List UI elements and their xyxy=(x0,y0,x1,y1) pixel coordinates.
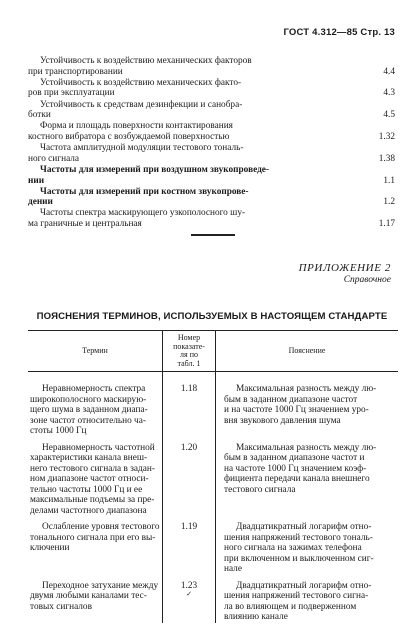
index-entry-line: Частоты спектра маскирующего узкополосного шу- xyxy=(40,208,246,219)
table-header-row xyxy=(28,331,398,372)
term-line: Переходное затухание между xyxy=(42,580,159,591)
index-entry-line: ного сигнала xyxy=(28,153,80,164)
term-line: максимальные подъемы за пре- xyxy=(30,495,155,506)
table-spacer xyxy=(28,372,398,385)
header-number xyxy=(163,331,216,372)
index-entry-text xyxy=(28,165,395,186)
number-cell xyxy=(163,581,216,623)
index-entry-line: дении xyxy=(28,197,53,208)
index-entry-line: Устойчивость к воздействию механических факторов xyxy=(40,56,252,66)
header-number-line: Номер xyxy=(177,333,201,342)
index-entry-line: костного вибратора с возбуждаемой поверхностью xyxy=(28,131,230,142)
term-line: тонального сигнала при его вы- xyxy=(30,532,156,543)
index-entry xyxy=(28,165,395,186)
explanation-line: бым в заданном диапазоне частот xyxy=(224,394,358,405)
section-divider xyxy=(191,234,235,236)
header-number-line: табл. 1 xyxy=(177,358,201,368)
explanation-line: Двадцатикратный логарифм отно- xyxy=(236,522,372,533)
index-entry-text xyxy=(28,187,395,208)
index-entry-number: 1.17 xyxy=(378,219,395,230)
index-entry-number: 1.38 xyxy=(378,153,395,164)
row-number: 1.23 xyxy=(180,580,198,591)
index-entry-number: 4.3 xyxy=(383,88,395,99)
explanation-line: бым в заданном диапазоне частот и xyxy=(224,453,365,464)
explanation-line: вня звукового давления шума xyxy=(224,415,341,426)
explanation-line: Максимальная разность между лю- xyxy=(236,384,377,395)
explanation-line: фициента передачи канала внешнего xyxy=(224,474,370,485)
index-entry-line: нии xyxy=(28,175,45,186)
index-list xyxy=(28,56,395,230)
term-line: характеристики канала внеш- xyxy=(30,453,148,464)
index-entry-line: ма граничные и центральная xyxy=(28,219,142,230)
term-line: зоне частот относительно ча- xyxy=(30,415,146,426)
index-entry-line: ров при эксплуатации xyxy=(28,88,115,99)
term-line: товых сигналов xyxy=(30,601,92,612)
table-row xyxy=(28,443,398,517)
explanation-line: влиянию канале xyxy=(224,612,288,623)
term-line: него тестового сигнала в задан- xyxy=(30,463,155,474)
section-title: ПОЯСНЕНИЯ ТЕРМИНОВ, ИСПОЛЬЗУЕМЫХ В НАСТОЯЩЕМ СТАНДАРТЕ xyxy=(36,311,388,322)
index-entry xyxy=(28,143,395,164)
term-line: стоты 1000 Гц xyxy=(30,426,87,437)
index-entry xyxy=(28,100,395,121)
index-entry xyxy=(28,187,395,208)
index-entry-number: 1.2 xyxy=(383,197,395,208)
index-entry-line: Форма и площадь поверхности контактирования xyxy=(40,121,233,132)
appendix-number: ПРИЛОЖЕНИЕ 2 xyxy=(298,262,391,274)
term-line: Ослабление уровня тестового xyxy=(42,522,160,533)
terms-table xyxy=(28,330,398,623)
number-cell xyxy=(163,443,216,517)
term-cell xyxy=(28,384,163,437)
term-line: Неравномерность спектра xyxy=(42,384,146,395)
index-entry-number: 4.4 xyxy=(383,66,395,77)
term-line: тельно частоты 1000 Гц и ее xyxy=(30,484,143,495)
header-number-line: ля по xyxy=(180,350,198,360)
index-entry xyxy=(28,208,395,229)
explanation-line: шения напряжений тестового тональ- xyxy=(224,532,373,543)
index-entry-text xyxy=(28,78,395,99)
explanation-cell xyxy=(216,581,399,623)
index-entry-text xyxy=(28,100,395,121)
table-row xyxy=(28,581,398,623)
index-entry-number: 1.32 xyxy=(378,131,395,142)
term-line: щего шума в заданном диапа- xyxy=(30,405,148,416)
explanation-line: шения напряжений тестового сигна- xyxy=(224,591,369,602)
header-number-line: показате- xyxy=(173,341,205,351)
number-cell xyxy=(163,384,216,437)
index-entry-line: Частоты для измерений при воздушном звукопроведе- xyxy=(40,164,270,175)
index-entry-text xyxy=(28,143,395,164)
term-line: двумя любыми каналами тес- xyxy=(30,591,147,602)
index-entry-number: 1.1 xyxy=(383,175,395,186)
explanation-cell xyxy=(216,384,399,437)
index-entry-text xyxy=(28,121,395,142)
term-line: делами частотного диапазона xyxy=(30,505,147,516)
index-entry-text xyxy=(28,208,395,229)
term-line: ном диапазоне частот относи- xyxy=(30,474,149,485)
explanation-line: на частоте 1000 Гц значением коэф- xyxy=(224,463,367,474)
explanation-line: Максимальная разность между лю- xyxy=(236,442,377,453)
explanation-line: при включенном и выключенном сиг- xyxy=(224,553,374,564)
check-mark: ✓ xyxy=(186,590,192,599)
table-row xyxy=(28,384,398,437)
index-entry-line: Частоты для измерений при костном звукопрове- xyxy=(40,186,249,197)
term-cell xyxy=(28,581,163,623)
index-entry xyxy=(28,56,395,77)
row-number: 1.19 xyxy=(180,522,198,533)
index-entry-line: Устойчивость к средствам дезинфекции и санобра- xyxy=(40,99,243,110)
term-cell xyxy=(28,443,163,517)
term-cell xyxy=(28,522,163,575)
explanation-line: тестового сигнала xyxy=(224,484,296,495)
header-explanation: Пояснение xyxy=(216,331,399,372)
explanation-line: и на частоте 1000 Гц значением уро- xyxy=(224,405,369,416)
explanation-line: ного сигнала на зажимах телефона xyxy=(224,543,362,554)
term-line: широкополосного маскирую- xyxy=(30,394,147,405)
explanation-cell xyxy=(216,522,399,575)
explanation-cell xyxy=(216,443,399,517)
number-cell xyxy=(163,522,216,575)
explanation-line: Двадцатикратный логарифм отно- xyxy=(236,580,372,591)
row-number: 1.20 xyxy=(180,442,198,453)
explanation-line: нале xyxy=(224,564,242,575)
index-entry xyxy=(28,78,395,99)
appendix-label xyxy=(299,262,391,285)
index-entry-line: ботки xyxy=(28,110,51,121)
appendix-type: Справочное xyxy=(343,275,391,285)
index-entry xyxy=(28,121,395,142)
table-row xyxy=(28,522,398,575)
page-header: ГОСТ 4.312—85 Стр. 13 xyxy=(283,27,395,38)
index-entry-line: при транспортировании xyxy=(28,66,123,77)
term-line: Неравномерность частотной xyxy=(42,442,155,453)
index-entry-line: Устойчивость к воздействию механических факто- xyxy=(40,77,242,88)
index-entry-number: 4.5 xyxy=(383,110,395,121)
index-entry-line: Частота амплитудной модуляции тестового тональ- xyxy=(40,143,244,154)
header-term: Термин xyxy=(28,331,163,372)
term-line: ключении xyxy=(30,543,70,554)
row-number: 1.18 xyxy=(180,384,198,395)
explanation-line: ла во влияющем и подверженном xyxy=(224,601,357,612)
index-entry-text xyxy=(28,56,395,77)
